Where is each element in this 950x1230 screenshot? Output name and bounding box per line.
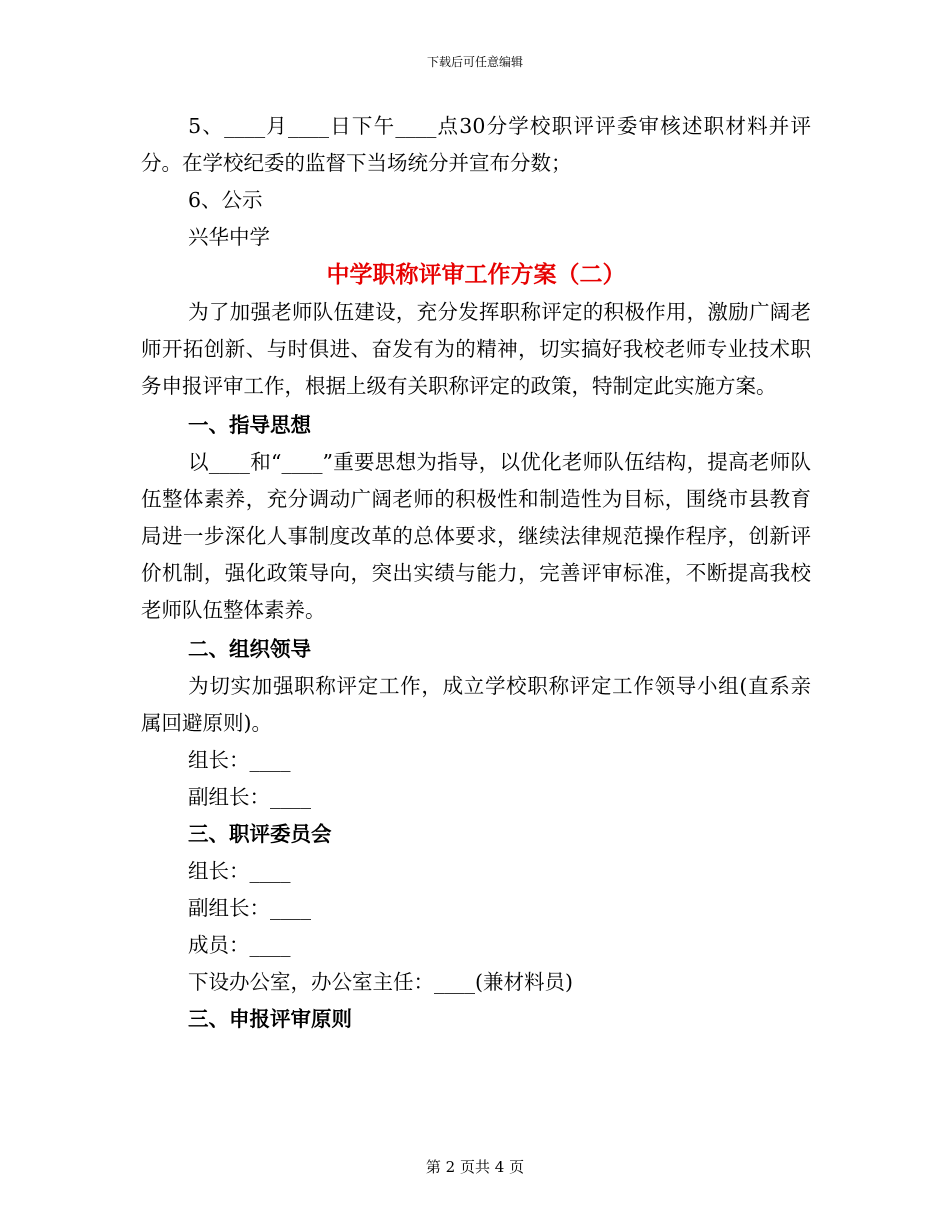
document-body [141,108,811,1038]
section-heading-1: 一、指导思想 [188,413,311,437]
section-2-deputy: 副组长：____ [188,785,311,809]
page-footer: 第 2 页共 4 页 [425,1158,525,1176]
section-2-leader: 组长：____ [188,748,291,772]
document-title: 中学职称评审工作方案（二） [326,261,626,288]
section-heading-2: 二、组织领导 [188,637,311,661]
section-1-body: 以____和“____”重要思想为指导，以优化老师队伍结构，提高老师队伍整体素养，充分调动广阔老师的积极性和制造性为目标，围绕市县教育局进一步深化人事制度改革的总体要求，继续法律规范操作程序，创新评价机制，强化政策导向，突出实绩与能力，完善评审标准，不断提高我校老师队伍整体素养。 [141,450,811,622]
item-6-paragraph: 6、公示 [188,188,263,212]
section-3-office: 下设办公室，办公室主任：____(兼材料员) [188,970,573,994]
school-name: 兴华中学 [188,225,270,249]
page-header: 下载后可任意编辑 [426,55,523,69]
section-3-member: 成员：____ [188,933,291,957]
intro-paragraph: 为了加强老师队伍建设，充分发挥职称评定的积极作用，激励广阔老师开拓创新、与时俱进、奋发有为的精神，切实搞好我校老师专业技术职务申报评审工作，根据上级有关职称评定的政策，特制定此实施方案。 [141,300,811,398]
item-5-paragraph: 5、____月____日下午____点30分学校职评评委审核述职材料并评分。在学校纪委的监督下当场统分并宣布分数； [141,114,811,175]
section-heading-3: 三、职评委员会 [188,822,332,846]
section-2-body: 为切实加强职称评定工作，成立学校职称评定工作领导小组(直系亲属回避原则)。 [141,674,811,735]
section-3-deputy: 副组长：____ [188,896,311,920]
section-heading-4: 三、申报评审原则 [188,1007,352,1031]
section-3-leader: 组长：____ [188,859,291,883]
